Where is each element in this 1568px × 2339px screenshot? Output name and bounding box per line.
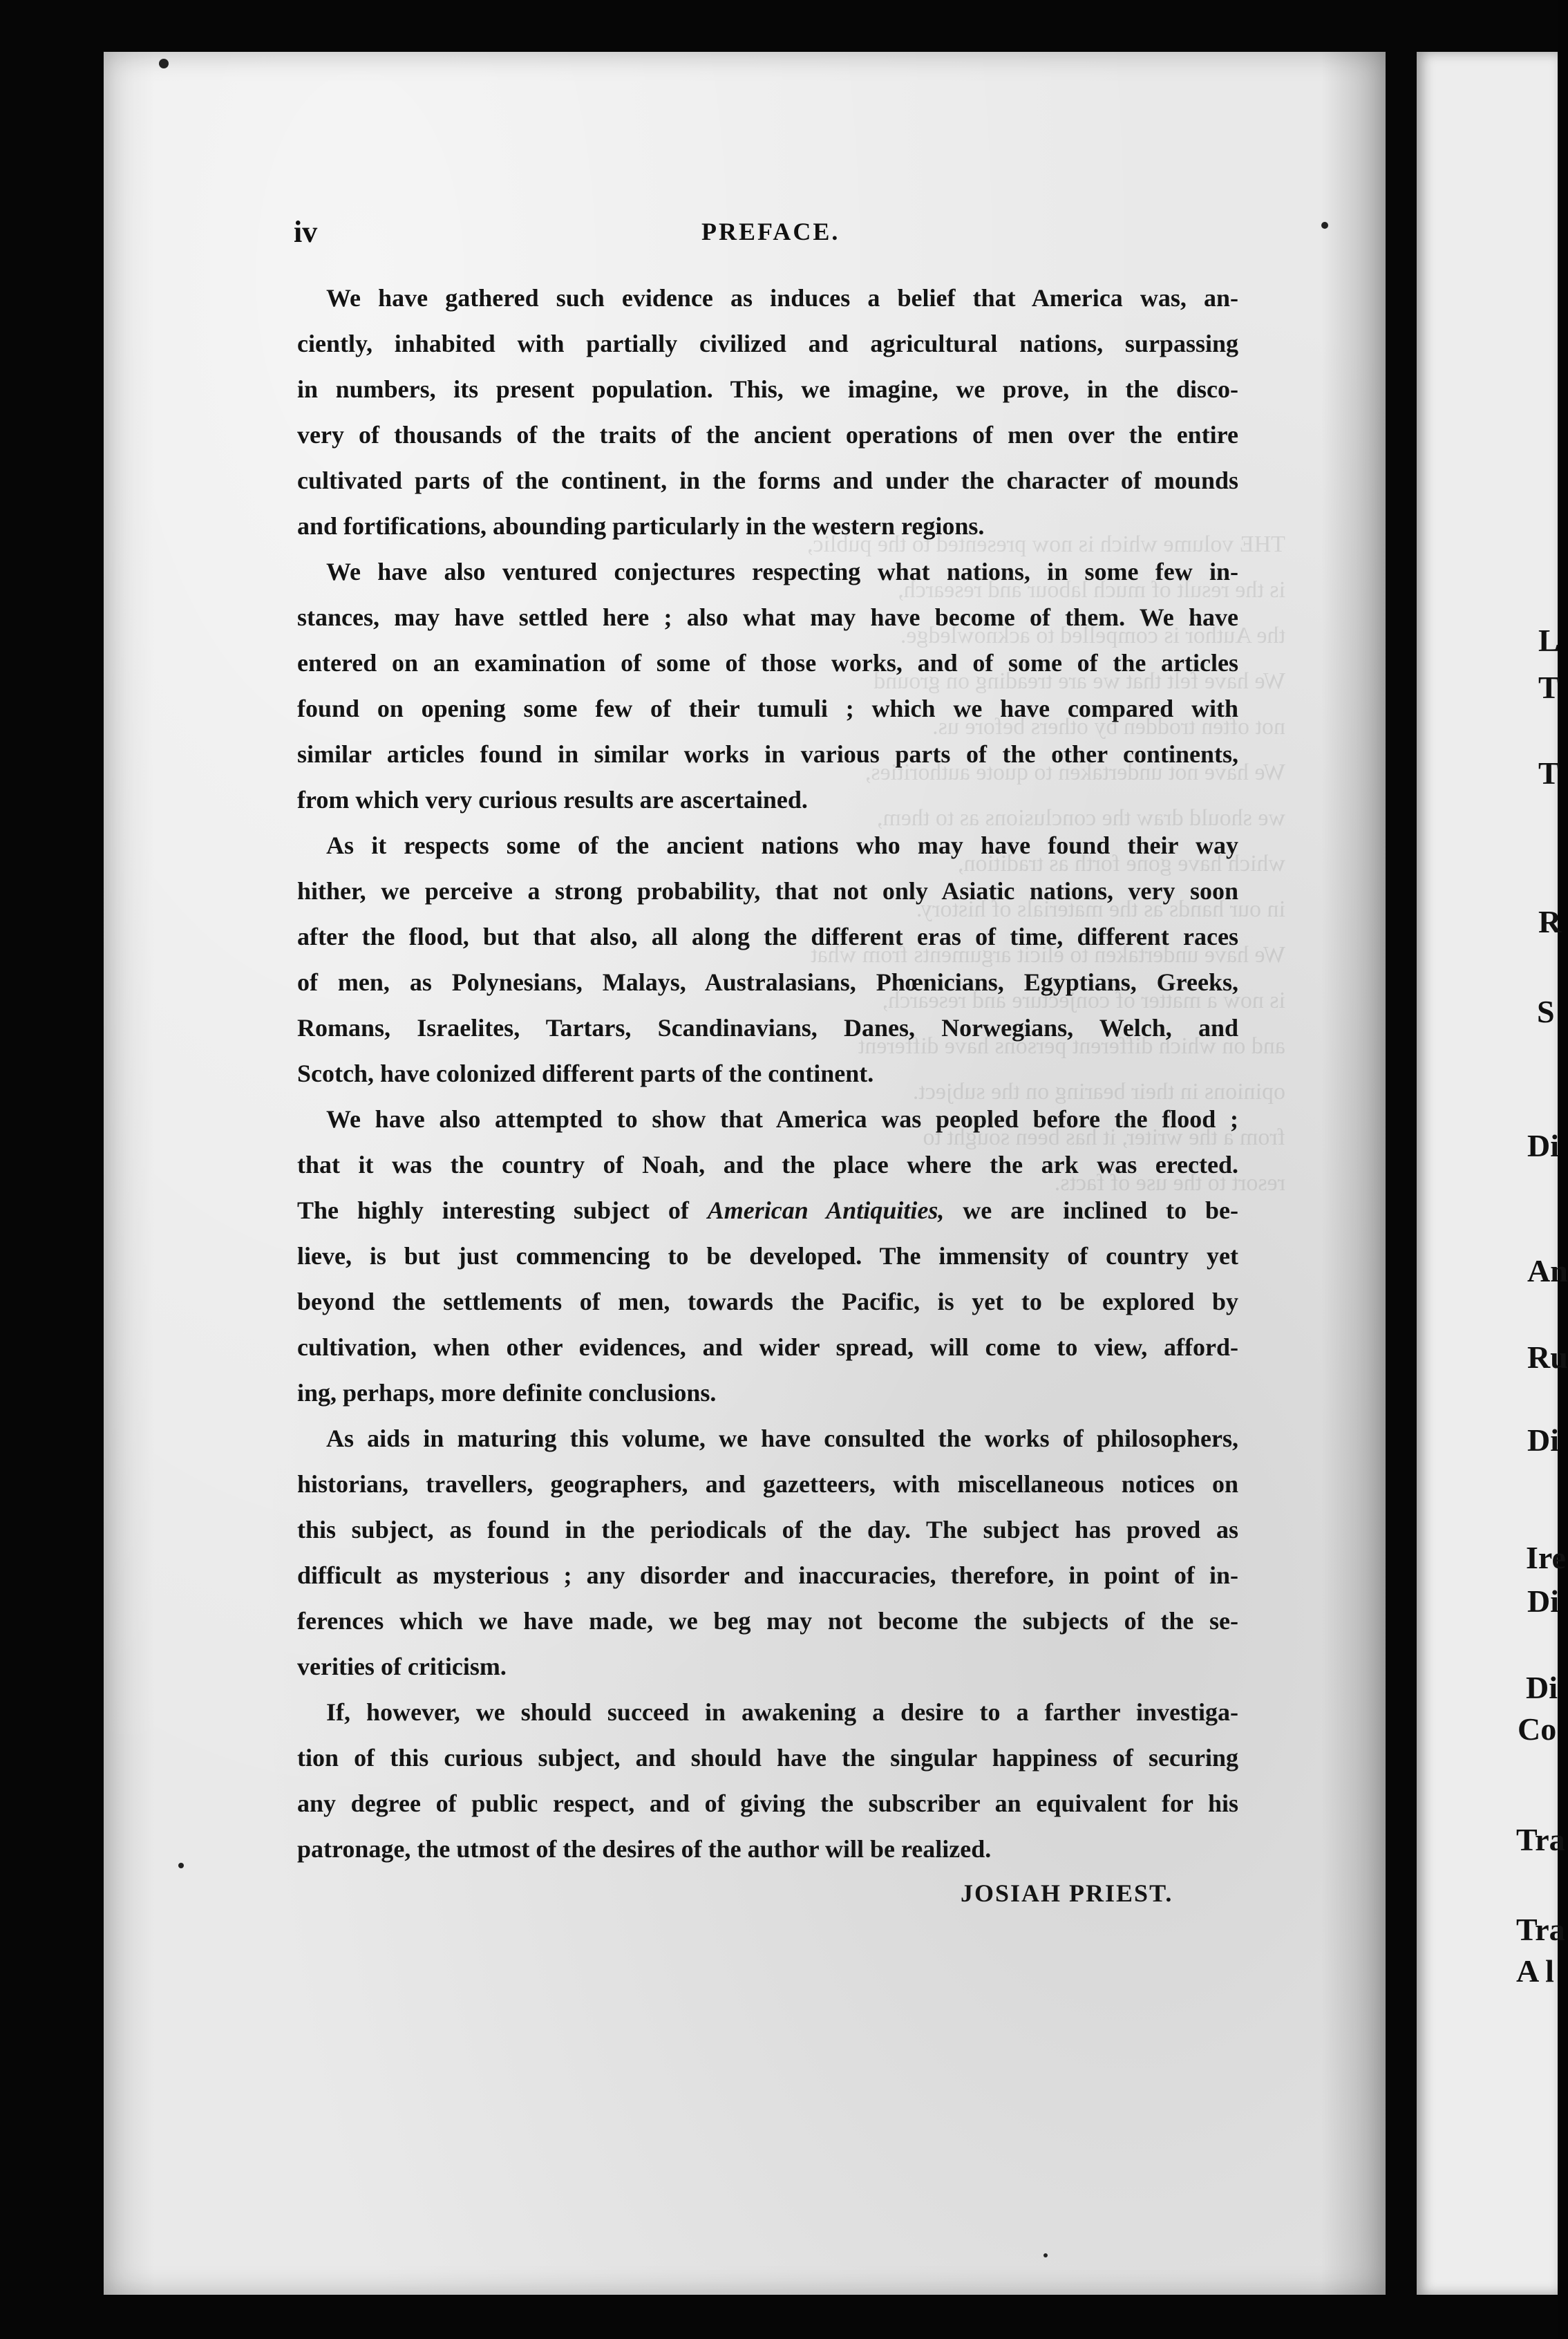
text-line: from which very curious results are ascertained. [297, 786, 808, 814]
facing-fragment: Di [1527, 1584, 1559, 1619]
facing-fragment: T [1538, 755, 1560, 791]
facing-fragment: A l [1516, 1953, 1554, 1989]
facing-fragment: L [1538, 623, 1560, 658]
show-through-text: THE volume which is now presented to the public, is the result of much labour and research, the Author is compelled to acknowledge. We have felt that we are treading on ground not often trodden by others before us. We have not undertaken to quote authorities, we should draw the conclusions as to them, which have gone forth as tradition, in our hands as the materials of history. We have undertaken to elicit arguments from what is now a matter of conjecture and research, and on which different persons have different opinions in their bearing on the subject. from a the writer, it has been sought to resort to the use of facts. [806, 532, 1285, 1196]
facing-fragment: An [1527, 1253, 1568, 1288]
facing-fragment: Ire [1526, 1540, 1566, 1575]
text-line: this subject, as found in the periodicals of the day. The subject has proved as [297, 1516, 1238, 1543]
author-signature: JOSIAH PRIEST. [961, 1879, 1173, 1907]
facing-page-edge [1417, 52, 1568, 2295]
text-line: verities of criticism. [297, 1653, 507, 1680]
facing-fragment: R [1538, 904, 1562, 939]
facing-fragment: Di [1527, 1422, 1559, 1458]
text-line: beyond the settlements of men, towards the Pacific, is yet to be explored by [297, 1288, 1238, 1315]
text-line: entered on an examination of some of those works, and of some of the articles [297, 649, 1238, 677]
facing-fragment: Di [1526, 1670, 1558, 1705]
text-line: any degree of public respect, and of giving the subscriber an equivalent for his [297, 1790, 1238, 1817]
facing-fragment: T [1538, 670, 1560, 705]
facing-fragment: Di [1527, 1128, 1559, 1163]
text-line: found on opening some few of their tumuli ; which we have compared with [297, 695, 1238, 722]
facing-fragment: S [1537, 994, 1555, 1029]
text-line: that it was the country of Noah, and the place where the ark was erected. [297, 1151, 1238, 1178]
text-line: patronage, the utmost of the desires of the author will be realized. [297, 1835, 992, 1863]
text-line: ing, perhaps, more definite conclusions. [297, 1379, 717, 1407]
text-line: very of thousands of the traits of the ancient operations of men over the entire [297, 421, 1238, 449]
text-line: We have also attempted to show that America was peopled before the flood ; [326, 1105, 1238, 1133]
text-line-with-italic [297, 1187, 1238, 1233]
text-line: As it respects some of the ancient nations who may have found their way [326, 832, 1238, 859]
facing-fragment: Tra [1516, 1822, 1565, 1857]
text-line: cultivated parts of the continent, in the forms and under the character of mounds [297, 467, 1238, 494]
page-speck [1043, 2253, 1048, 2257]
text-line: We have also ventured conjectures respecting what nations, in some few in- [326, 558, 1238, 585]
page-header [294, 214, 1240, 256]
page-speck [178, 1863, 184, 1868]
page-speck [159, 59, 169, 68]
running-title: PREFACE. [701, 218, 840, 245]
preface-body [297, 275, 1238, 1872]
text-line: in numbers, its present population. This, we imagine, we prove, in the disco- [297, 375, 1238, 403]
text-line: If, however, we should succeed in awakening a desire to a farther investiga- [326, 1698, 1238, 1726]
text-segment: we are inclined to be- [944, 1196, 1238, 1224]
text-line: difficult as mysterious ; any disorder and inaccuracies, therefore, in point of in- [297, 1561, 1238, 1589]
text-line: tion of this curious subject, and should have the singular happiness of securing [297, 1744, 1238, 1772]
page-number: iv [294, 215, 318, 249]
text-line: ferences which we have made, we beg may not become the subjects of the se- [297, 1607, 1238, 1635]
text-line: cultivation, when other evidences, and wider spread, will come to view, afford- [297, 1333, 1238, 1361]
text-line: lieve, is but just commencing to be developed. The immensity of country yet [297, 1242, 1238, 1270]
page-speck [1321, 222, 1328, 229]
text-segment: The highly interesting subject of [297, 1196, 708, 1224]
facing-fragment: Tra [1516, 1912, 1565, 1947]
facing-fragment: Ru [1527, 1340, 1568, 1375]
facing-fragment: Co [1518, 1711, 1557, 1747]
text-line: stances, may have settled here ; also what may have become of them. We have [297, 603, 1238, 631]
text-line: ciently, inhabited with partially civilized and agricultural nations, surpassing [297, 330, 1238, 357]
text-line: of men, as Polynesians, Malays, Australasians, Phœnicians, Egyptians, Greeks, [297, 968, 1238, 996]
text-line: We have gathered such evidence as induces a belief that America was, an- [326, 284, 1238, 312]
text-line: historians, travellers, geographers, and gazetteers, with miscellaneous notices on [297, 1470, 1238, 1498]
text-line: and fortifications, abounding particularly in the western regions. [297, 512, 985, 540]
text-line: Romans, Israelites, Tartars, Scandinavians, Danes, Norwegians, Welch, and [297, 1014, 1238, 1042]
text-line: hither, we perceive a strong probability, that not only Asiatic nations, very soon [297, 877, 1238, 905]
text-line: after the flood, but that also, all along the different eras of time, different races [297, 923, 1238, 950]
text-line: As aids in maturing this volume, we have consulted the works of philosophers, [326, 1425, 1238, 1452]
italic-title: American Antiquities, [707, 1196, 945, 1224]
text-line: similar articles found in similar works in various parts of the other continents, [297, 740, 1238, 768]
text-line: Scotch, have colonized different parts of the continent. [297, 1060, 874, 1087]
